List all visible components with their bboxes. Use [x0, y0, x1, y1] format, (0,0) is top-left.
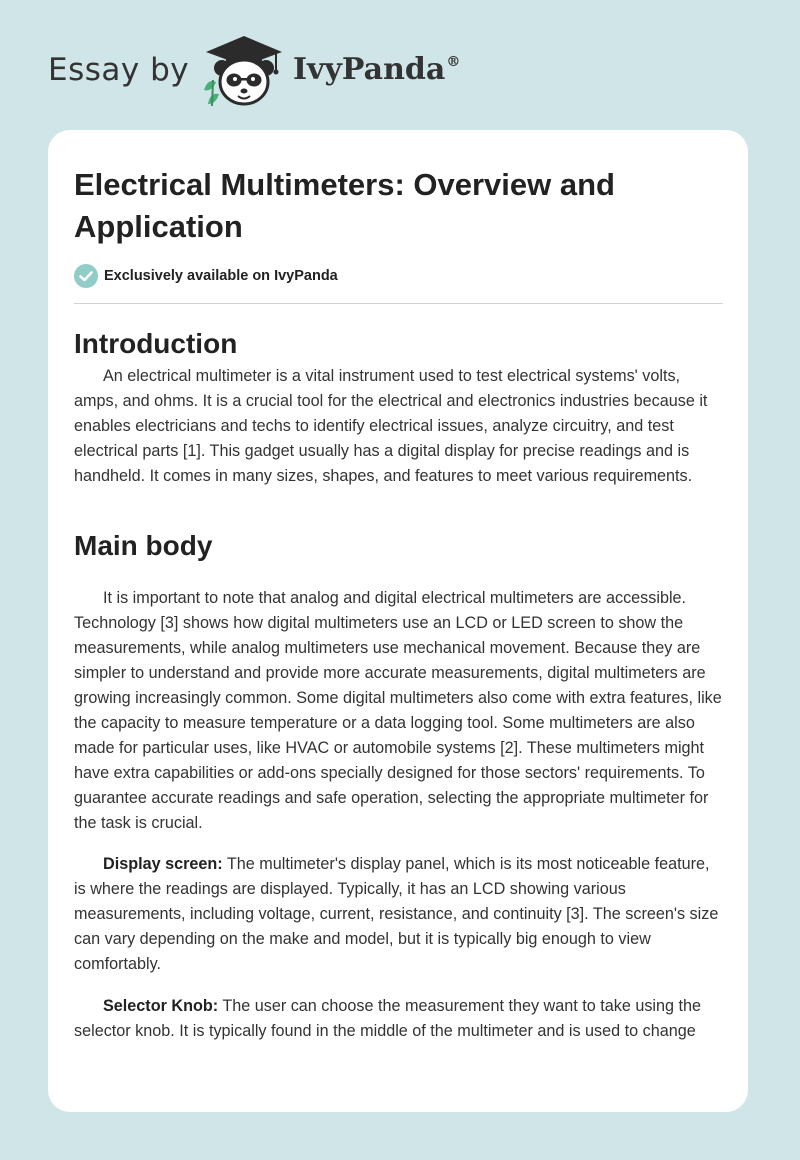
section-heading-main-body: Main body [74, 530, 213, 561]
section-heading-introduction: Introduction [74, 328, 238, 359]
paragraph: It is important to note that analog and digital electrical multimeters are accessible. Technology [3] shows how digital multimeters use an LCD or LED screen to show the measurements, while analog multimeters use mechanical movement. Because they are simpler to understand and provide more accurate measurements, digital multimeters are growing increasingly common. Some digital multimeters also come with extra features, like the capacity to measure temperature or a data logging tool. Some multimeters are also made for particular uses, like HVAC or automobile systems [2]. These multimeters might have extra capabilities or add-ons specially designed for those sectors' requirements. To guarantee accurate readings and safe operation, selecting the appropriate multimeter for the task is crucial. [74, 589, 722, 832]
essay-by-label: Essay by [48, 52, 190, 88]
panda-logo-icon[interactable] [198, 30, 290, 108]
exclusive-badge-label: Exclusively available on IvyPanda [104, 268, 338, 284]
paragraph: An electrical multimeter is a vital instrument used to test electrical systems' volts, amps, and ohms. It is a crucial tool for the electrical and electronics industries because it enables electricians and techs to identify electrical issues, analyze circuitry, and test electrical parts [1]. This gadget usually has a digital display for precise readings and is handheld. It comes in many sizes, shapes, and features to meet various requirements. [74, 367, 708, 485]
registered-mark: ® [446, 54, 461, 70]
paragraph-lead: Selector Knob: [103, 997, 219, 1015]
essay-title: Electrical Multimeters: Overview and Application [74, 167, 615, 244]
site-header [0, 0, 800, 130]
check-circle-icon [74, 264, 98, 288]
essay-card [48, 130, 748, 1112]
ivypanda-wordmark[interactable]: IvyPanda® [293, 52, 461, 87]
paragraph-lead: Display screen: [103, 855, 223, 873]
paragraph: Selector Knob: The user can choose the measurement they want to take using the selector knob. It is typically found in the middle of the multimeter and is used to change [74, 997, 702, 1040]
title-divider [74, 303, 723, 304]
paragraph: Display screen: The multimeter's display panel, which is its most noticeable feature, is where the readings are displayed. Typically, it has an LCD showing various measurements, including voltage, current, resistance, and continuity [3]. The screen's size can vary depending on the make and model, but it is typically big enough to view comfortably. [74, 855, 719, 973]
exclusive-badge [74, 264, 338, 288]
